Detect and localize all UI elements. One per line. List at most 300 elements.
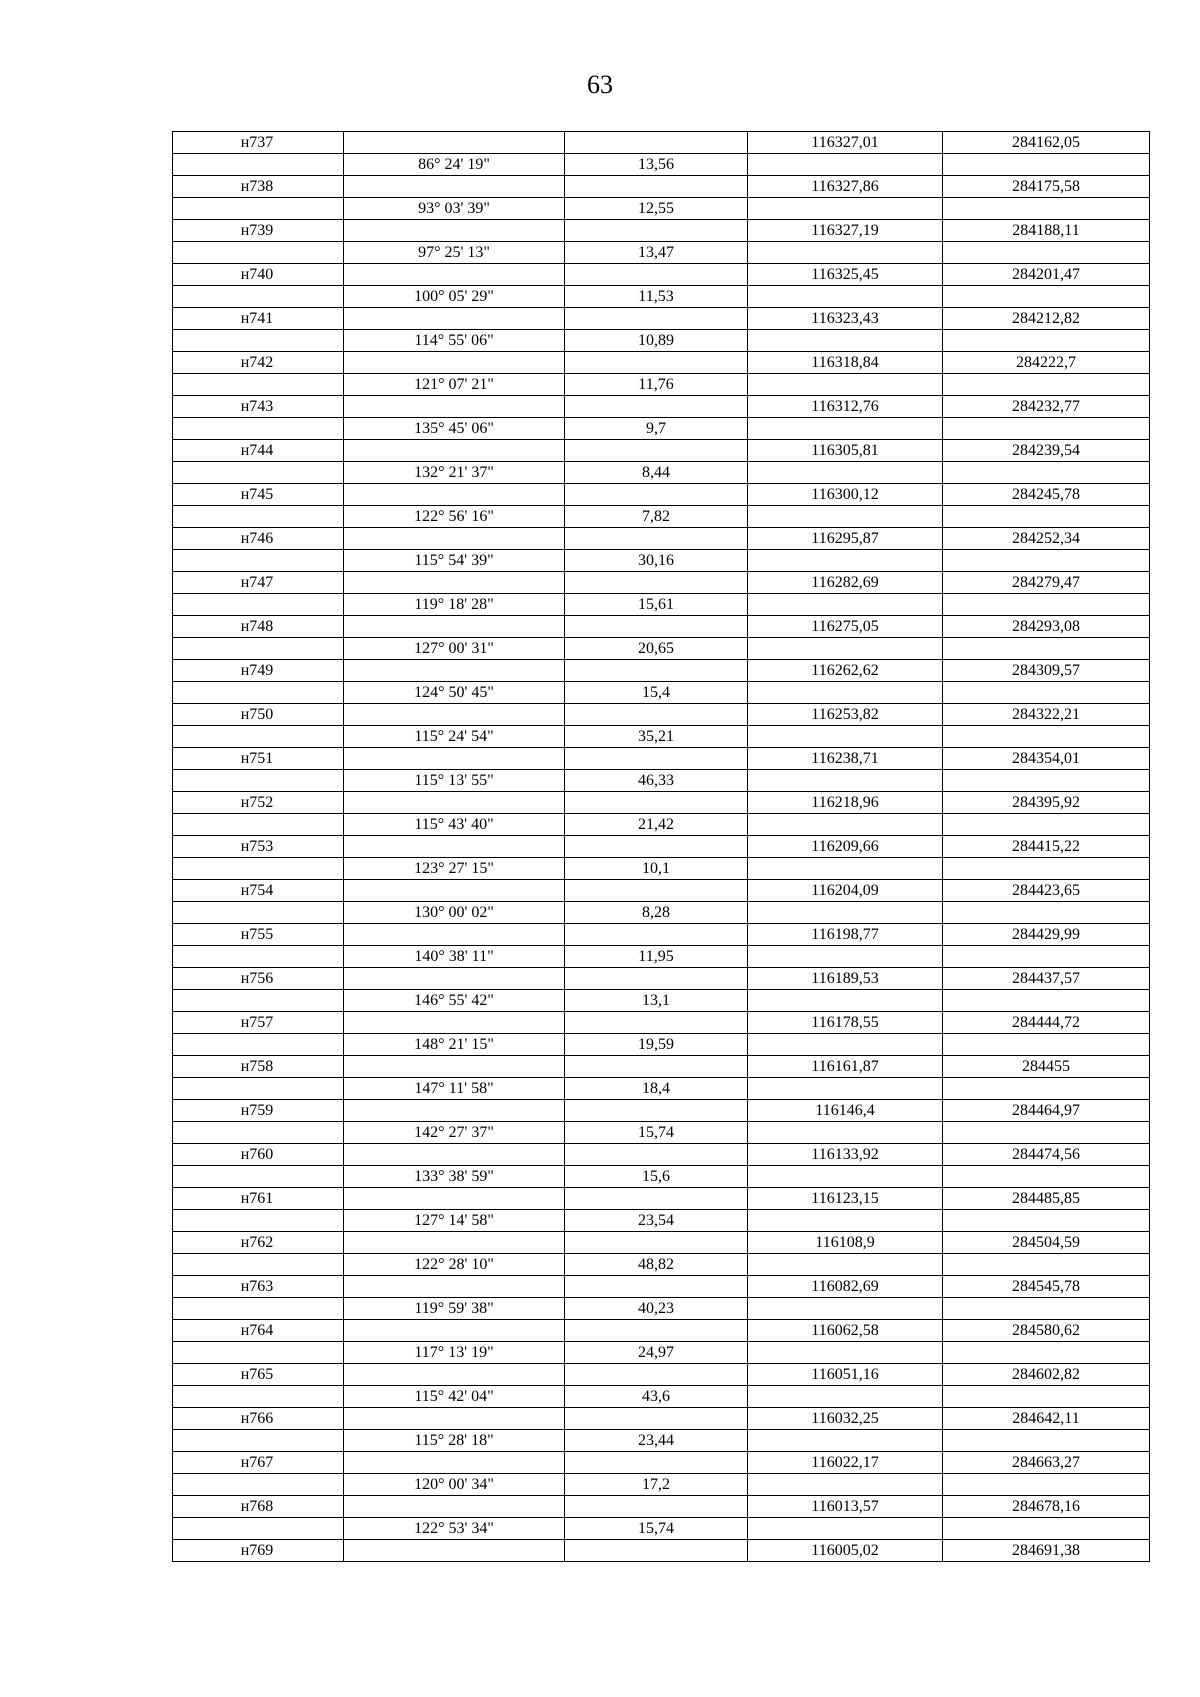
table-row bbox=[173, 990, 1150, 1012]
table-row bbox=[173, 1144, 1150, 1166]
distance-cell bbox=[565, 924, 748, 946]
x-coord-cell: 116305,81 bbox=[748, 440, 943, 462]
point-cell bbox=[173, 638, 344, 660]
y-coord-cell: 284162,05 bbox=[943, 132, 1150, 154]
distance-cell bbox=[565, 880, 748, 902]
point-cell bbox=[173, 198, 344, 220]
x-coord-cell: 116051,16 bbox=[748, 1364, 943, 1386]
y-coord-cell: 284602,82 bbox=[943, 1364, 1150, 1386]
point-cell bbox=[173, 726, 344, 748]
point-cell bbox=[173, 814, 344, 836]
y-coord-cell: 284279,47 bbox=[943, 572, 1150, 594]
x-coord-cell bbox=[748, 1386, 943, 1408]
point-cell bbox=[173, 242, 344, 264]
angle-cell bbox=[344, 176, 565, 198]
angle-cell bbox=[344, 968, 565, 990]
coordinates-table bbox=[172, 131, 1150, 1562]
y-coord-cell: 284642,11 bbox=[943, 1408, 1150, 1430]
point-cell bbox=[173, 462, 344, 484]
y-coord-cell: 284175,58 bbox=[943, 176, 1150, 198]
y-coord-cell: 284201,47 bbox=[943, 264, 1150, 286]
x-coord-cell bbox=[748, 1474, 943, 1496]
x-coord-cell bbox=[748, 726, 943, 748]
point-cell: н751 bbox=[173, 748, 344, 770]
table-row bbox=[173, 176, 1150, 198]
y-coord-cell bbox=[943, 374, 1150, 396]
point-cell: н749 bbox=[173, 660, 344, 682]
point-cell bbox=[173, 594, 344, 616]
point-cell: н765 bbox=[173, 1364, 344, 1386]
y-coord-cell bbox=[943, 330, 1150, 352]
angle-cell bbox=[344, 1364, 565, 1386]
x-coord-cell: 116327,19 bbox=[748, 220, 943, 242]
distance-cell bbox=[565, 1408, 748, 1430]
x-coord-cell: 116032,25 bbox=[748, 1408, 943, 1430]
y-coord-cell bbox=[943, 990, 1150, 1012]
y-coord-cell: 284437,57 bbox=[943, 968, 1150, 990]
distance-cell bbox=[565, 1276, 748, 1298]
table-row bbox=[173, 1254, 1150, 1276]
angle-cell: 115° 24' 54" bbox=[344, 726, 565, 748]
angle-cell bbox=[344, 880, 565, 902]
x-coord-cell: 116013,57 bbox=[748, 1496, 943, 1518]
x-coord-cell bbox=[748, 1122, 943, 1144]
angle-cell: 124° 50' 45" bbox=[344, 682, 565, 704]
point-cell: н738 bbox=[173, 176, 344, 198]
angle-cell bbox=[344, 1232, 565, 1254]
distance-cell bbox=[565, 704, 748, 726]
y-coord-cell bbox=[943, 594, 1150, 616]
y-coord-cell bbox=[943, 1430, 1150, 1452]
x-coord-cell: 116318,84 bbox=[748, 352, 943, 374]
x-coord-cell: 116282,69 bbox=[748, 572, 943, 594]
table-row bbox=[173, 616, 1150, 638]
distance-cell: 20,65 bbox=[565, 638, 748, 660]
table-row bbox=[173, 462, 1150, 484]
point-cell bbox=[173, 1166, 344, 1188]
y-coord-cell bbox=[943, 946, 1150, 968]
point-cell bbox=[173, 1474, 344, 1496]
angle-cell: 115° 43' 40" bbox=[344, 814, 565, 836]
point-cell bbox=[173, 1210, 344, 1232]
point-cell: н746 bbox=[173, 528, 344, 550]
x-coord-cell: 116253,82 bbox=[748, 704, 943, 726]
point-cell bbox=[173, 682, 344, 704]
distance-cell: 15,74 bbox=[565, 1122, 748, 1144]
point-cell bbox=[173, 946, 344, 968]
y-coord-cell: 284455 bbox=[943, 1056, 1150, 1078]
point-cell: н742 bbox=[173, 352, 344, 374]
table-row bbox=[173, 1452, 1150, 1474]
table-row bbox=[173, 858, 1150, 880]
angle-cell bbox=[344, 396, 565, 418]
y-coord-cell: 284504,59 bbox=[943, 1232, 1150, 1254]
table-row bbox=[173, 1496, 1150, 1518]
point-cell bbox=[173, 990, 344, 1012]
coordinates-table-body bbox=[173, 132, 1150, 1562]
y-coord-cell: 284429,99 bbox=[943, 924, 1150, 946]
angle-cell bbox=[344, 572, 565, 594]
y-coord-cell bbox=[943, 198, 1150, 220]
distance-cell: 8,44 bbox=[565, 462, 748, 484]
point-cell: н752 bbox=[173, 792, 344, 814]
distance-cell: 13,56 bbox=[565, 154, 748, 176]
y-coord-cell bbox=[943, 462, 1150, 484]
x-coord-cell: 116062,58 bbox=[748, 1320, 943, 1342]
x-coord-cell bbox=[748, 1034, 943, 1056]
point-cell bbox=[173, 1430, 344, 1452]
point-cell bbox=[173, 858, 344, 880]
distance-cell bbox=[565, 440, 748, 462]
x-coord-cell bbox=[748, 330, 943, 352]
x-coord-cell bbox=[748, 902, 943, 924]
table-row bbox=[173, 308, 1150, 330]
point-cell: н769 bbox=[173, 1540, 344, 1562]
angle-cell bbox=[344, 132, 565, 154]
distance-cell: 7,82 bbox=[565, 506, 748, 528]
x-coord-cell: 116082,69 bbox=[748, 1276, 943, 1298]
point-cell: н757 bbox=[173, 1012, 344, 1034]
x-coord-cell: 116327,01 bbox=[748, 132, 943, 154]
y-coord-cell: 284415,22 bbox=[943, 836, 1150, 858]
point-cell bbox=[173, 1518, 344, 1540]
table-row bbox=[173, 1518, 1150, 1540]
y-coord-cell: 284245,78 bbox=[943, 484, 1150, 506]
table-row bbox=[173, 550, 1150, 572]
point-cell: н767 bbox=[173, 1452, 344, 1474]
x-coord-cell: 116218,96 bbox=[748, 792, 943, 814]
table-row bbox=[173, 352, 1150, 374]
angle-cell: 148° 21' 15" bbox=[344, 1034, 565, 1056]
x-coord-cell bbox=[748, 242, 943, 264]
distance-cell bbox=[565, 220, 748, 242]
table-row bbox=[173, 968, 1150, 990]
table-row bbox=[173, 440, 1150, 462]
x-coord-cell bbox=[748, 374, 943, 396]
angle-cell bbox=[344, 704, 565, 726]
x-coord-cell bbox=[748, 154, 943, 176]
point-cell: н745 bbox=[173, 484, 344, 506]
distance-cell bbox=[565, 1012, 748, 1034]
distance-cell bbox=[565, 616, 748, 638]
angle-cell: 122° 56' 16" bbox=[344, 506, 565, 528]
point-cell: н766 bbox=[173, 1408, 344, 1430]
x-coord-cell bbox=[748, 858, 943, 880]
angle-cell bbox=[344, 1056, 565, 1078]
y-coord-cell: 284222,7 bbox=[943, 352, 1150, 374]
x-coord-cell: 116108,9 bbox=[748, 1232, 943, 1254]
distance-cell bbox=[565, 572, 748, 594]
angle-cell bbox=[344, 1012, 565, 1034]
angle-cell: 115° 54' 39" bbox=[344, 550, 565, 572]
distance-cell: 40,23 bbox=[565, 1298, 748, 1320]
x-coord-cell: 116295,87 bbox=[748, 528, 943, 550]
point-cell bbox=[173, 374, 344, 396]
point-cell: н748 bbox=[173, 616, 344, 638]
distance-cell: 9,7 bbox=[565, 418, 748, 440]
distance-cell: 17,2 bbox=[565, 1474, 748, 1496]
distance-cell bbox=[565, 1540, 748, 1562]
distance-cell: 48,82 bbox=[565, 1254, 748, 1276]
point-cell: н754 bbox=[173, 880, 344, 902]
point-cell bbox=[173, 1298, 344, 1320]
point-cell: н758 bbox=[173, 1056, 344, 1078]
x-coord-cell: 116133,92 bbox=[748, 1144, 943, 1166]
point-cell: н747 bbox=[173, 572, 344, 594]
distance-cell bbox=[565, 660, 748, 682]
y-coord-cell bbox=[943, 1254, 1150, 1276]
angle-cell bbox=[344, 1452, 565, 1474]
y-coord-cell: 284188,11 bbox=[943, 220, 1150, 242]
y-coord-cell bbox=[943, 1518, 1150, 1540]
point-cell: н739 bbox=[173, 220, 344, 242]
x-coord-cell bbox=[748, 1298, 943, 1320]
distance-cell: 15,61 bbox=[565, 594, 748, 616]
table-row bbox=[173, 1012, 1150, 1034]
angle-cell: 100° 05' 29" bbox=[344, 286, 565, 308]
table-row bbox=[173, 506, 1150, 528]
y-coord-cell bbox=[943, 242, 1150, 264]
table-row bbox=[173, 660, 1150, 682]
distance-cell: 15,4 bbox=[565, 682, 748, 704]
angle-cell: 121° 07' 21" bbox=[344, 374, 565, 396]
point-cell: н743 bbox=[173, 396, 344, 418]
y-coord-cell bbox=[943, 286, 1150, 308]
y-coord-cell bbox=[943, 902, 1150, 924]
table-row bbox=[173, 1430, 1150, 1452]
x-coord-cell bbox=[748, 1078, 943, 1100]
x-coord-cell: 116022,17 bbox=[748, 1452, 943, 1474]
angle-cell: 122° 53' 34" bbox=[344, 1518, 565, 1540]
distance-cell: 11,95 bbox=[565, 946, 748, 968]
table-row bbox=[173, 374, 1150, 396]
table-row bbox=[173, 286, 1150, 308]
table-row bbox=[173, 154, 1150, 176]
point-cell bbox=[173, 1034, 344, 1056]
point-cell bbox=[173, 902, 344, 924]
x-coord-cell: 116198,77 bbox=[748, 924, 943, 946]
table-row bbox=[173, 396, 1150, 418]
y-coord-cell: 284678,16 bbox=[943, 1496, 1150, 1518]
angle-cell bbox=[344, 836, 565, 858]
x-coord-cell: 116325,45 bbox=[748, 264, 943, 286]
y-coord-cell: 284485,85 bbox=[943, 1188, 1150, 1210]
x-coord-cell: 116312,76 bbox=[748, 396, 943, 418]
x-coord-cell bbox=[748, 1210, 943, 1232]
table-row bbox=[173, 1408, 1150, 1430]
x-coord-cell bbox=[748, 1430, 943, 1452]
x-coord-cell bbox=[748, 286, 943, 308]
angle-cell: 86° 24' 19" bbox=[344, 154, 565, 176]
x-coord-cell bbox=[748, 462, 943, 484]
y-coord-cell: 284212,82 bbox=[943, 308, 1150, 330]
x-coord-cell bbox=[748, 1518, 943, 1540]
distance-cell bbox=[565, 1232, 748, 1254]
point-cell bbox=[173, 506, 344, 528]
point-cell: н761 bbox=[173, 1188, 344, 1210]
angle-cell: 120° 00' 34" bbox=[344, 1474, 565, 1496]
y-coord-cell: 284464,97 bbox=[943, 1100, 1150, 1122]
distance-cell: 43,6 bbox=[565, 1386, 748, 1408]
y-coord-cell: 284580,62 bbox=[943, 1320, 1150, 1342]
point-cell: н756 bbox=[173, 968, 344, 990]
angle-cell bbox=[344, 308, 565, 330]
x-coord-cell: 116161,87 bbox=[748, 1056, 943, 1078]
table-row bbox=[173, 792, 1150, 814]
y-coord-cell: 284545,78 bbox=[943, 1276, 1150, 1298]
angle-cell bbox=[344, 792, 565, 814]
angle-cell bbox=[344, 440, 565, 462]
x-coord-cell: 116275,05 bbox=[748, 616, 943, 638]
y-coord-cell: 284395,92 bbox=[943, 792, 1150, 814]
y-coord-cell: 284232,77 bbox=[943, 396, 1150, 418]
distance-cell bbox=[565, 1188, 748, 1210]
distance-cell bbox=[565, 1144, 748, 1166]
angle-cell: 127° 14' 58" bbox=[344, 1210, 565, 1232]
angle-cell: 122° 28' 10" bbox=[344, 1254, 565, 1276]
y-coord-cell: 284691,38 bbox=[943, 1540, 1150, 1562]
angle-cell bbox=[344, 660, 565, 682]
table-row bbox=[173, 1320, 1150, 1342]
y-coord-cell bbox=[943, 1122, 1150, 1144]
table-row bbox=[173, 330, 1150, 352]
y-coord-cell bbox=[943, 726, 1150, 748]
table-row bbox=[173, 638, 1150, 660]
angle-cell: 132° 21' 37" bbox=[344, 462, 565, 484]
angle-cell bbox=[344, 616, 565, 638]
y-coord-cell bbox=[943, 1298, 1150, 1320]
angle-cell bbox=[344, 484, 565, 506]
distance-cell bbox=[565, 1100, 748, 1122]
point-cell: н744 bbox=[173, 440, 344, 462]
point-cell bbox=[173, 1386, 344, 1408]
distance-cell bbox=[565, 264, 748, 286]
angle-cell: 146° 55' 42" bbox=[344, 990, 565, 1012]
point-cell: н764 bbox=[173, 1320, 344, 1342]
distance-cell bbox=[565, 1056, 748, 1078]
point-cell bbox=[173, 418, 344, 440]
distance-cell: 11,76 bbox=[565, 374, 748, 396]
point-cell: н768 bbox=[173, 1496, 344, 1518]
table-row bbox=[173, 1188, 1150, 1210]
table-row bbox=[173, 1056, 1150, 1078]
x-coord-cell: 116123,15 bbox=[748, 1188, 943, 1210]
table-row bbox=[173, 1386, 1150, 1408]
distance-cell bbox=[565, 176, 748, 198]
table-row bbox=[173, 594, 1150, 616]
distance-cell: 46,33 bbox=[565, 770, 748, 792]
table-row bbox=[173, 1078, 1150, 1100]
angle-cell bbox=[344, 528, 565, 550]
x-coord-cell: 116204,09 bbox=[748, 880, 943, 902]
y-coord-cell: 284663,27 bbox=[943, 1452, 1150, 1474]
table-row bbox=[173, 572, 1150, 594]
point-cell: н750 bbox=[173, 704, 344, 726]
point-cell bbox=[173, 550, 344, 572]
angle-cell bbox=[344, 1320, 565, 1342]
point-cell: н762 bbox=[173, 1232, 344, 1254]
y-coord-cell bbox=[943, 1166, 1150, 1188]
y-coord-cell bbox=[943, 682, 1150, 704]
angle-cell: 93° 03' 39" bbox=[344, 198, 565, 220]
table-row bbox=[173, 1298, 1150, 1320]
table-row bbox=[173, 946, 1150, 968]
distance-cell bbox=[565, 1320, 748, 1342]
distance-cell: 8,28 bbox=[565, 902, 748, 924]
distance-cell bbox=[565, 352, 748, 374]
y-coord-cell: 284309,57 bbox=[943, 660, 1150, 682]
y-coord-cell bbox=[943, 770, 1150, 792]
angle-cell bbox=[344, 1100, 565, 1122]
table-row bbox=[173, 1276, 1150, 1298]
point-cell bbox=[173, 286, 344, 308]
distance-cell: 18,4 bbox=[565, 1078, 748, 1100]
table-row bbox=[173, 726, 1150, 748]
point-cell bbox=[173, 1254, 344, 1276]
table-row bbox=[173, 1100, 1150, 1122]
point-cell: н737 bbox=[173, 132, 344, 154]
table-row bbox=[173, 770, 1150, 792]
x-coord-cell bbox=[748, 638, 943, 660]
table-row bbox=[173, 902, 1150, 924]
table-row bbox=[173, 1232, 1150, 1254]
x-coord-cell bbox=[748, 946, 943, 968]
y-coord-cell bbox=[943, 550, 1150, 572]
angle-cell: 123° 27' 15" bbox=[344, 858, 565, 880]
y-coord-cell: 284444,72 bbox=[943, 1012, 1150, 1034]
distance-cell: 35,21 bbox=[565, 726, 748, 748]
y-coord-cell bbox=[943, 814, 1150, 836]
angle-cell: 133° 38' 59" bbox=[344, 1166, 565, 1188]
table-row bbox=[173, 836, 1150, 858]
angle-cell: 115° 42' 04" bbox=[344, 1386, 565, 1408]
distance-cell: 15,6 bbox=[565, 1166, 748, 1188]
point-cell: н759 bbox=[173, 1100, 344, 1122]
distance-cell: 19,59 bbox=[565, 1034, 748, 1056]
angle-cell: 140° 38' 11" bbox=[344, 946, 565, 968]
angle-cell bbox=[344, 1276, 565, 1298]
distance-cell: 13,47 bbox=[565, 242, 748, 264]
table-row bbox=[173, 418, 1150, 440]
angle-cell: 130° 00' 02" bbox=[344, 902, 565, 924]
angle-cell bbox=[344, 352, 565, 374]
table-row bbox=[173, 682, 1150, 704]
angle-cell: 97° 25' 13" bbox=[344, 242, 565, 264]
y-coord-cell bbox=[943, 1386, 1150, 1408]
x-coord-cell bbox=[748, 990, 943, 1012]
distance-cell bbox=[565, 396, 748, 418]
point-cell: н760 bbox=[173, 1144, 344, 1166]
distance-cell: 23,44 bbox=[565, 1430, 748, 1452]
distance-cell bbox=[565, 968, 748, 990]
y-coord-cell: 284239,54 bbox=[943, 440, 1150, 462]
distance-cell bbox=[565, 836, 748, 858]
table-row bbox=[173, 528, 1150, 550]
y-coord-cell: 284354,01 bbox=[943, 748, 1150, 770]
x-coord-cell bbox=[748, 814, 943, 836]
table-row bbox=[173, 220, 1150, 242]
table-row bbox=[173, 1540, 1150, 1562]
point-cell bbox=[173, 770, 344, 792]
y-coord-cell: 284322,21 bbox=[943, 704, 1150, 726]
angle-cell: 115° 28' 18" bbox=[344, 1430, 565, 1452]
x-coord-cell bbox=[748, 594, 943, 616]
x-coord-cell bbox=[748, 1342, 943, 1364]
angle-cell bbox=[344, 1144, 565, 1166]
point-cell: н755 bbox=[173, 924, 344, 946]
point-cell bbox=[173, 1342, 344, 1364]
x-coord-cell: 116262,62 bbox=[748, 660, 943, 682]
